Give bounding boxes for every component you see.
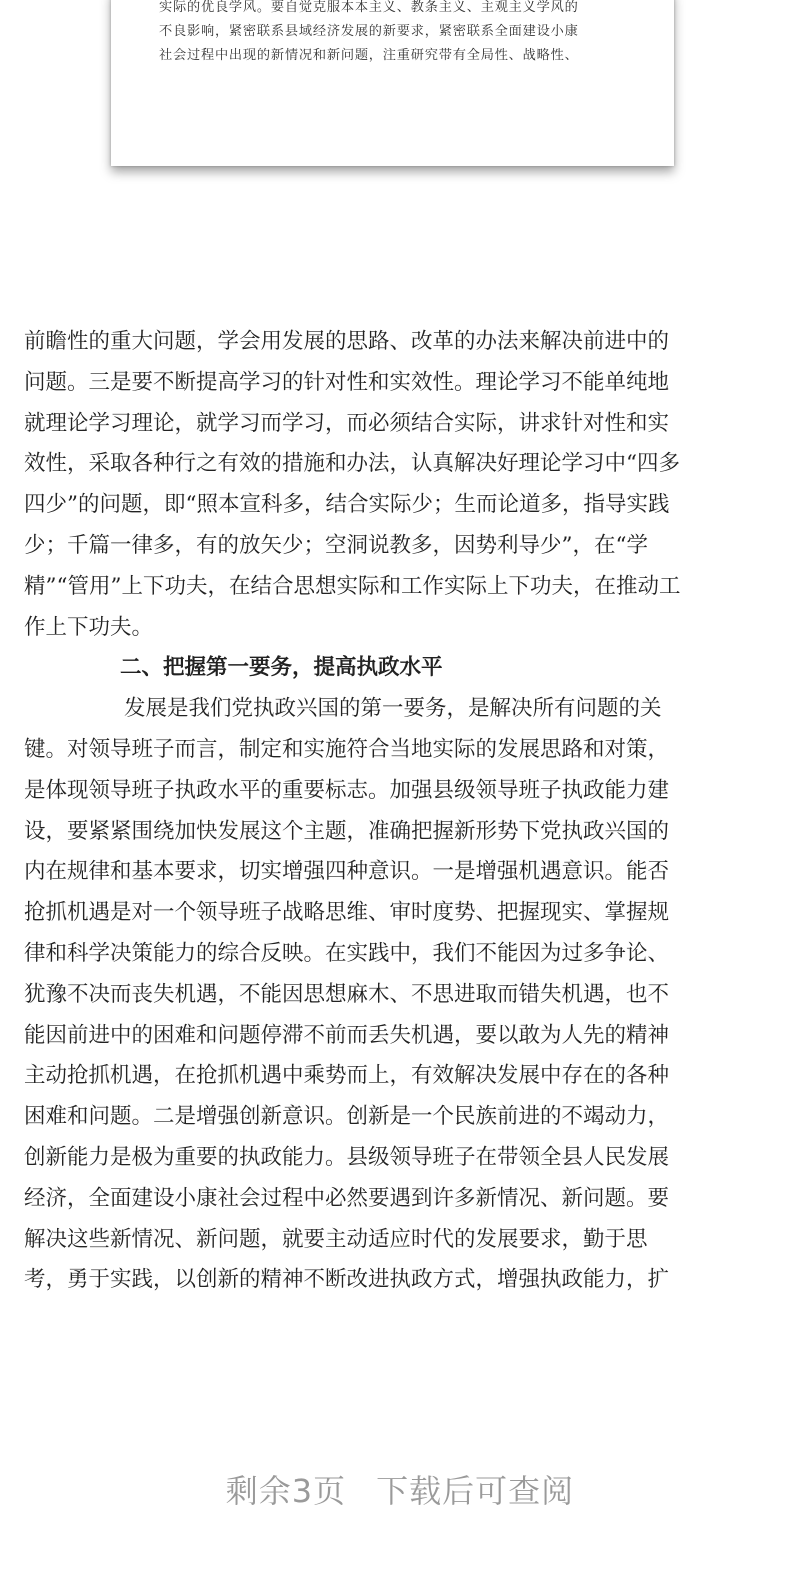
- body-line: 是体现领导班子执政水平的重要标志。加强县级领导班子执政能力建: [24, 777, 670, 803]
- body-line: 主动抢抓机遇，在抢抓机遇中乘势而上，有效解决发展中存在的各种: [24, 1063, 670, 1089]
- body-line: 抢抓机遇是对一个领导班子战略思维、审时度势、把握现实、掌握规: [24, 900, 670, 926]
- document-preview-card: [111, 0, 674, 166]
- body-line: 创新能力是极为重要的执政能力。县级领导班子在带领全县人民发展: [24, 1144, 670, 1170]
- body-line: 考，勇于实践，以创新的精神不断改进执政方式，增强执政能力，扩: [24, 1267, 670, 1293]
- body-line: 作上下功夫。: [24, 614, 154, 640]
- body-line: 少；千篇一律多，有的放矢少；空洞说教多，因势利导少”，在“学: [24, 532, 648, 558]
- body-line: 解决这些新情况、新问题，就要主动适应时代的发展要求，勤于思: [24, 1226, 648, 1252]
- body-line: 就理论学习理论，就学习而学习，而必须结合实际，讲求针对性和实: [24, 410, 670, 436]
- body-line: 内在规律和基本要求，切实增强四种意识。一是增强机遇意识。能否: [24, 859, 670, 885]
- preview-line: 不良影响，紧密联系县域经济发展的新要求，紧密联系全面建设小康: [159, 24, 579, 39]
- section-heading: 二、把握第一要务，提高执政水平: [120, 655, 443, 681]
- body-line: 经济，全面建设小康社会过程中必然要遇到许多新情况、新问题。要: [24, 1185, 670, 1211]
- remaining-pages-text[interactable]: 剩余3页: [225, 1472, 347, 1510]
- body-line: 键。对领导班子而言，制定和实施符合当地实际的发展思路和对策，: [24, 736, 670, 762]
- body-line: 精”“管用”上下功夫，在结合思想实际和工作实际上下功夫，在推动工: [24, 573, 681, 599]
- download-prompt[interactable]: [0, 1466, 800, 1512]
- preview-line: 社会过程中出现的新情况和新问题，注重研究带有全局性、战略性、: [159, 48, 579, 63]
- body-line: 效性，采取各种行之有效的措施和办法，认真解决好理论学习中“四多: [24, 451, 680, 477]
- download-to-view-text[interactable]: 下载后可查阅: [376, 1472, 575, 1510]
- paragraph-first-line: 发展是我们党执政兴国的第一要务，是解决所有问题的关: [124, 696, 662, 722]
- preview-text: [159, 0, 639, 68]
- body-line: 前瞻性的重大问题，学会用发展的思路、改革的办法来解决前进中的: [24, 329, 670, 354]
- preview-line: 实际的优良学风。要自觉克服本本主义、教条主义、主观主义学风的: [159, 0, 579, 15]
- body-line: 律和科学决策能力的综合反映。在实践中，我们不能因为过多争论、: [24, 940, 670, 966]
- document-body: [24, 322, 776, 1301]
- body-line: 犹豫不决而丧失机遇，不能因思想麻木、不思进取而错失机遇，也不: [24, 981, 670, 1007]
- body-line: 问题。三是要不断提高学习的针对性和实效性。理论学习不能单纯地: [24, 369, 670, 395]
- body-line: 四少”的问题，即“照本宣科多，结合实际少；生而论道多，指导实践: [24, 492, 670, 518]
- body-line: 能因前进中的困难和问题停滞不前而丢失机遇，要以敢为人先的精神: [24, 1022, 670, 1048]
- body-line: 困难和问题。二是增强创新意识。创新是一个民族前进的不竭动力，: [24, 1104, 670, 1130]
- body-line: 设，要紧紧围绕加快发展这个主题，准确把握新形势下党执政兴国的: [24, 818, 670, 844]
